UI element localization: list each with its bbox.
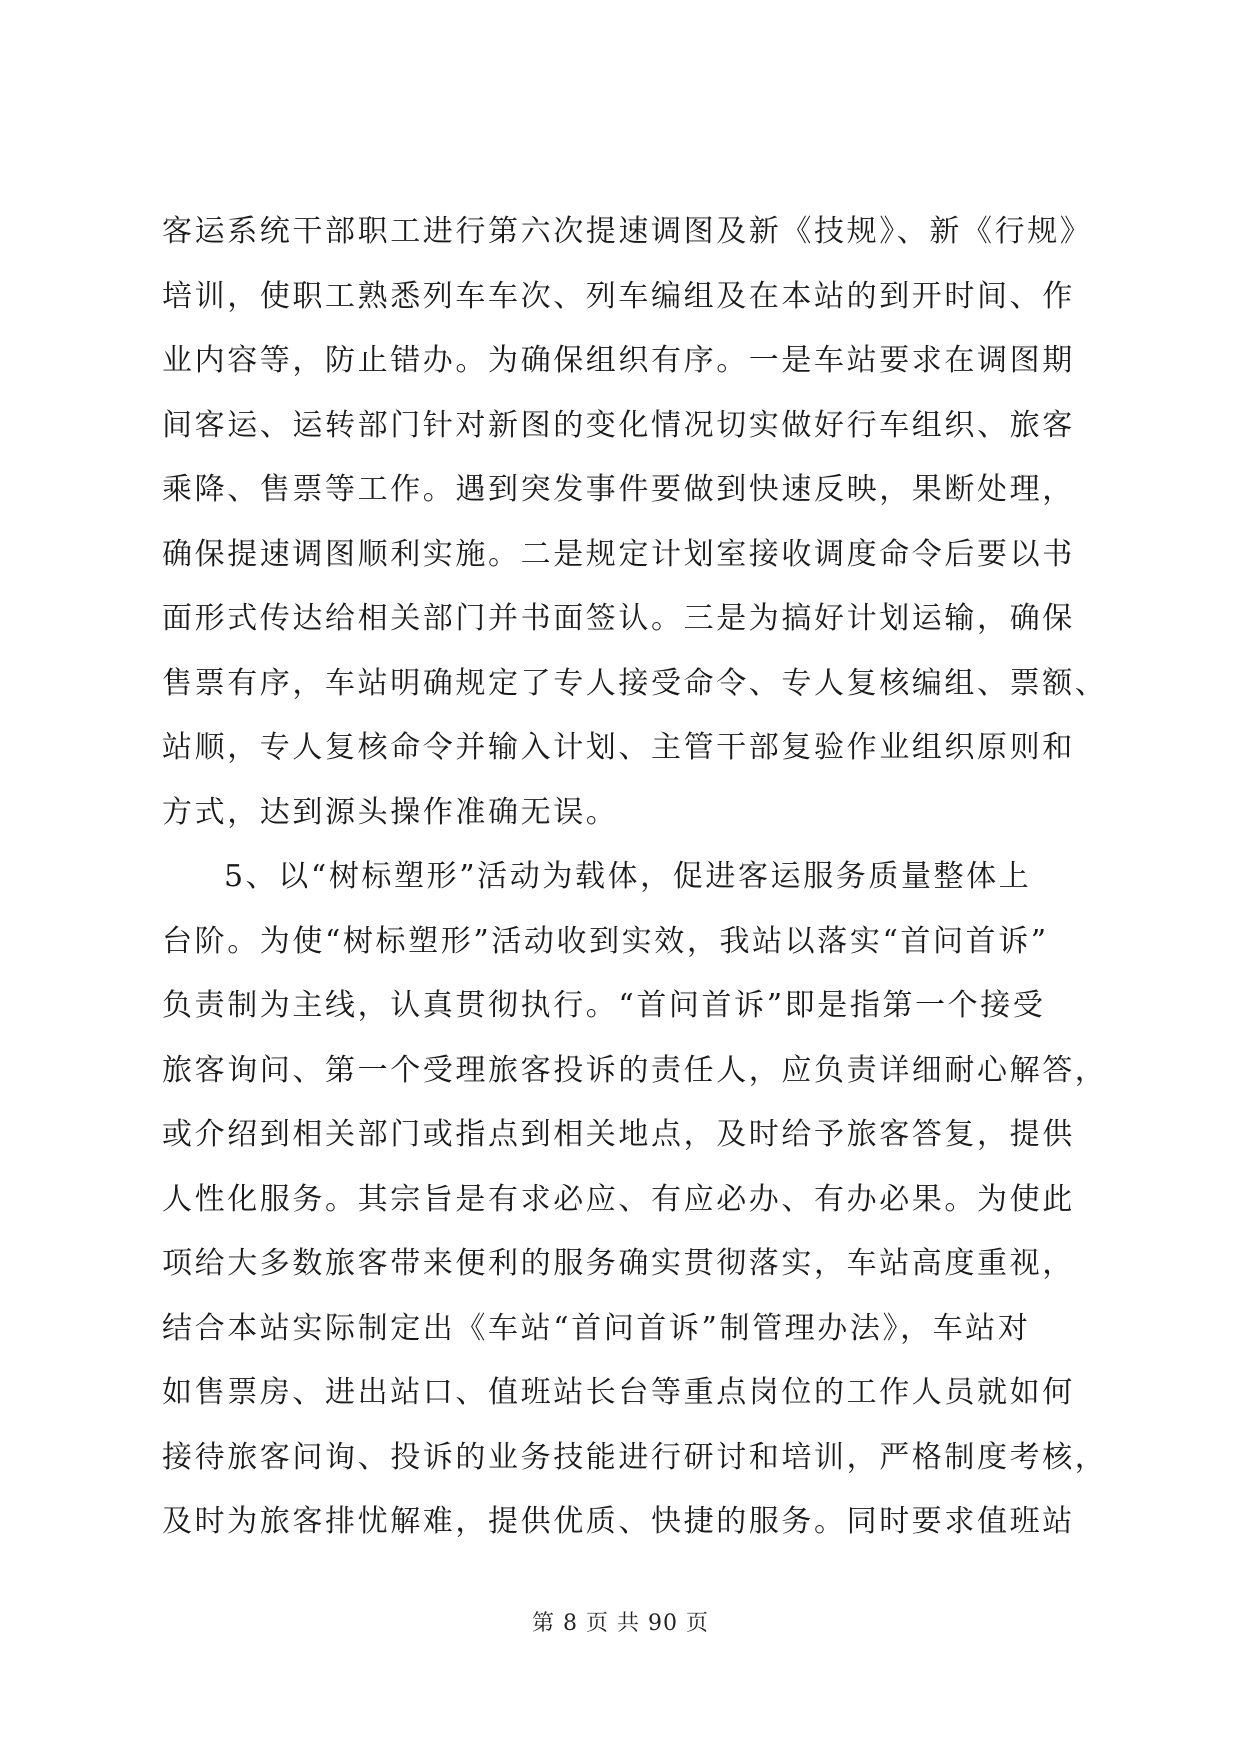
- text-line: 间客运、运转部门针对新图的变化情况切实做好行车组织、旅客: [162, 407, 1075, 443]
- text-line: 方式，达到源头操作准确无误。: [162, 794, 619, 830]
- text-line: 接待旅客问询、投诉的业务技能进行研讨和培训，严格制度考核，: [162, 1439, 1108, 1475]
- text-line: 业内容等，防止错办。为确保组织有序。一是车站要求在调图期: [162, 343, 1075, 378]
- text-line: 站顺，专人复核命令并输入计划、主管干部复验作业组织原则和: [162, 730, 1075, 765]
- body-text: [162, 200, 1108, 1555]
- text-line: 结合本站实际制定出《车站“首问首诉”制管理办法》，车站对: [162, 1310, 1031, 1346]
- text-line: 或介绍到相关部门或指点到相关地点，及时给予旅客答复，提供: [162, 1117, 1075, 1152]
- text-line: 乘降、售票等工作。遇到突发事件要做到快速反映，果断处理，: [162, 472, 1075, 507]
- paragraph-start-line: 5、以“树标塑形”活动为载体，促进客运服务质量整体上: [224, 859, 1032, 894]
- text-line: 人性化服务。其宗旨是有求必应、有应必办、有办必果。为使此: [162, 1181, 1075, 1217]
- text-line: 台阶。为使“树标塑形”活动收到实效，我站以落实“首问首诉”: [162, 923, 1049, 959]
- text-line: 及时为旅客排忧解难，提供优质、快捷的服务。同时要求值班站: [162, 1504, 1075, 1539]
- text-line: 负责制为主线，认真贯彻执行。“首问首诉”即是指第一个接受: [162, 988, 1046, 1023]
- text-line: 如售票房、进出站口、值班站长台等重点岗位的工作人员就如何: [162, 1375, 1075, 1410]
- text-line: 旅客询问、第一个受理旅客投诉的责任人，应负责详细耐心解答，: [162, 1052, 1108, 1088]
- text-line: 面形式传达给相关部门并书面签认。三是为搞好计划运输，确保: [162, 601, 1075, 636]
- text-line: 项给大多数旅客带来便利的服务确实贯彻落实，车站高度重视，: [162, 1246, 1075, 1281]
- text-line: 客运系统干部职工进行第六次提速调图及新《技规》、新《行规》: [162, 214, 1093, 249]
- text-line: 培训，使职工熟悉列车车次、列车编组及在本站的到开时间、作: [162, 278, 1075, 314]
- page-number-footer: 第 8 页 共 90 页: [532, 1611, 709, 1636]
- text-line: 确保提速调图顺利实施。二是规定计划室接收调度命令后要以书: [162, 536, 1075, 572]
- text-line: 售票有序，车站明确规定了专人接受命令、专人复核编组、票额、: [162, 665, 1108, 701]
